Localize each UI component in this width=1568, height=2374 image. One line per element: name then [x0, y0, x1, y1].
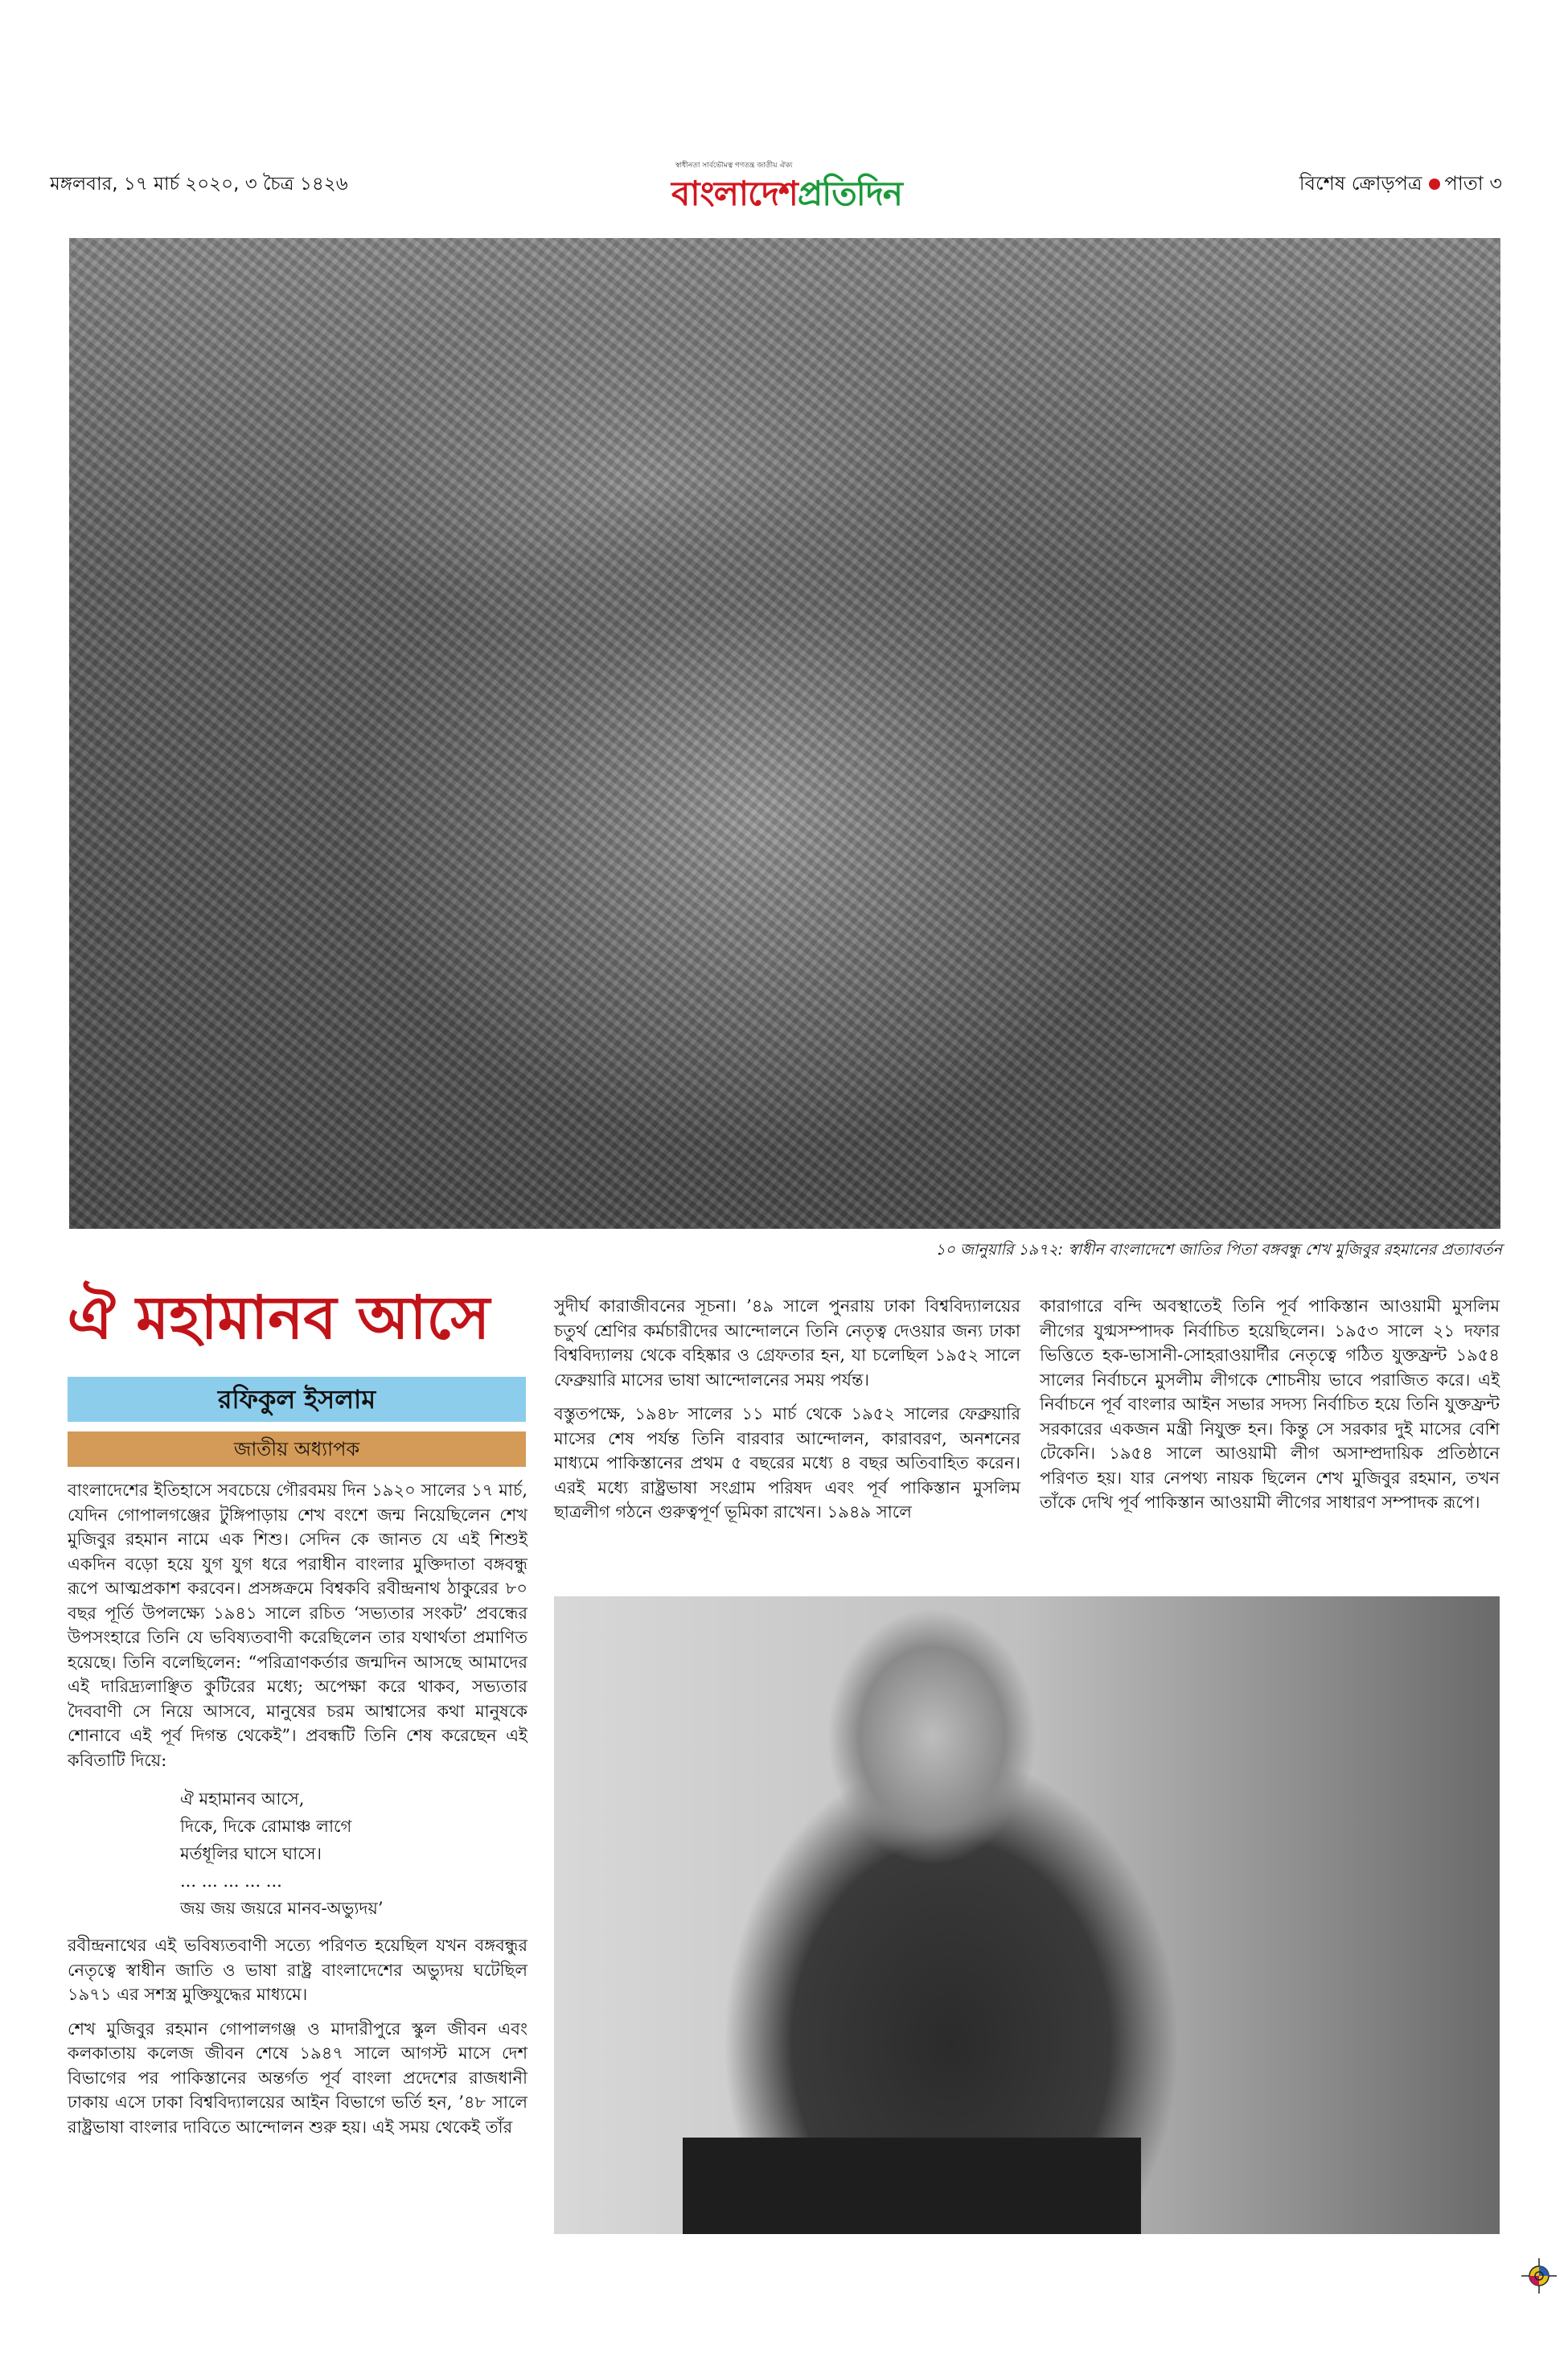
lectern-shape [683, 2138, 1141, 2234]
masthead-logo [671, 167, 902, 224]
poem-line: দিকে, দিকে রোমাঞ্চ লাগে [180, 1817, 352, 1836]
paragraph: রবীন্দ্রনাথের এই ভবিষ্যতবাণী সত্যে পরিণত হয়েছিল যখন বঙ্গবন্ধুর নেতৃত্বে স্বাধীন জাতি ও ভাষা রাষ্ট্র বাংলাদেশের অভ্যুদয় ঘটেছিল ১৯৭১ এর সশস্ত্র মুক্তিযুদ্ধের মাধ্যমে। [68, 1936, 527, 2004]
paragraph: কারাগারে বন্দি অবস্থাতেই তিনি পূর্ব পাকিস্তান আওয়ামী মুসলিম লীগের যুগ্মসম্পাদক নির্বাচিত হয়েছিলেন। ১৯৫৩ সালে ২১ দফার ভিত্তিতে হক-ভাসানী-সোহরাওয়ার্দীর নেতৃত্বে গঠিত যুক্তফ্রন্ট ১৯৫৪ সালের নির্বাচনে মুসলীম লীগকে শোচনীয় ভাবে পরাজিত করে। এই নির্বাচনে পূর্ব বাংলার আইন সভার সদস্য নির্বাচিত হয়ে তিনি যুক্তফ্রন্ট সরকারের একজন মন্ত্রী নিযুক্ত হন। কিন্তু সে সরকার দুই মাসের বেশি টেকেনি। ১৯৫৪ সালে আওয়ামী লীগ অসাম্প্রদায়িক প্রতিষ্ঠানে পরিণত হয়। যার নেপথ্য নায়ক ছিলেন শেখ মুজিবুর রহমান, তখন তাঁকে দেখি পূর্ব পাকিস্তান আওয়ামী লীগের সাধারণ সম্পাদক রূপে। [1040, 1296, 1500, 1512]
masthead-part2: প্রতিদিন [797, 174, 902, 213]
section-page-label [1299, 169, 1502, 201]
poem-line: ... ... ... ... ... [180, 1871, 282, 1891]
author-role: জাতীয় অধ্যাপক [68, 1431, 526, 1467]
paragraph: সুদীর্ঘ কারাজীবনের সূচনা। ’৪৯ সালে পুনরায় ঢাকা বিশ্ববিদ্যালয়ের চতুর্থ শ্রেণির কর্মচারীদের আন্দোলনে তিনি নেতৃত্ব দেওয়ার জন্য ঢাকা বিশ্ববিদ্যালয় থেকে বহিষ্কার ও গ্রেফতার হন, যা চলেছিল ১৯৫২ সালে ফেব্রুয়ারি মাসের ভাষা আন্দোলনের সময় পর্যন্ত। [554, 1296, 1020, 1390]
paragraph: শেখ মুজিবুর রহমান গোপালগঞ্জ ও মাদারীপুরে স্কুল জীবন এবং কলকাতায় কলেজ জীবন শেষে ১৯৪৭ সালে আগস্ট মাসে দেশ বিভাগের পর পাকিস্তানের অন্তর্গত পূর্ব বাংলা প্রদেশের রাজধানী ঢাকায় এসে ঢাকা বিশ্ববিদ্যালয়ের আইন বিভাগে ভর্তি হন, ’৪৮ সালে রাষ্ট্রভাষা বাংলার দাবিতে আন্দোলন শুরু হয়। এই সময় থেকেই তাঁর [68, 2019, 527, 2137]
paragraph: বস্তুতপক্ষে, ১৯৪৮ সালের ১১ মার্চ থেকে ১৯৫২ সালের ফেব্রুয়ারি মাসের শেষ পর্যন্ত তিনি বারবার আন্দোলন, কারাবরণ, অনশনের মাধ্যমে পাকিস্তানের প্রথম ৫ বছরের মধ্যে ৪ বছর অতিবাহিত করেন। এরই মধ্যে রাষ্ট্রভাষা সংগ্রাম পরিষদ এবং পূর্ব পাকিস্তান মুসলিম ছাত্রলীগ গঠনে গুরুত্বপূর্ণ ভূমিকা রাখেন। ১৯৪৯ সালে [554, 1404, 1020, 1522]
poem-line: মর্তধূলির ঘাসে ঘাসে। [180, 1844, 322, 1863]
newspaper-masthead [671, 159, 902, 216]
author-name: রফিকুল ইসলাম [68, 1377, 526, 1422]
article-column-3 [1040, 1294, 1500, 1525]
poem-quote [180, 1785, 527, 1922]
masthead-part1: বাংলাদেশ [671, 174, 798, 213]
article-column-1 [68, 1478, 527, 2149]
article-headline: ঐ মহামানব আসে [68, 1284, 491, 1353]
masthead-tagline: স্বাধীনতা সার্বভৌমত্ব গণতন্ত্র জাতীয় ঐক্য [675, 162, 793, 170]
speech-portrait-photo [554, 1596, 1500, 2234]
homecoming-crowd-photo [69, 238, 1500, 1229]
bullet-dot-icon [1429, 179, 1440, 190]
section-name: বিশেষ ক্রোড়পত্র [1299, 172, 1422, 195]
article-column-2 [554, 1294, 1020, 1534]
issue-date: মঙ্গলবার, ১৭ মার্চ ২০২০, ৩ চৈত্র ১৪২৬ [50, 174, 348, 195]
paragraph: বাংলাদেশের ইতিহাসে সবচেয়ে গৌরবময় দিন ১৯২০ সালের ১৭ মার্চ, যেদিন গোপালগঞ্জের টুঙ্গিপাড়ায় শেখ বংশে জন্ম নিয়েছিলেন শেখ মুজিবুর রহমান নামে এক শিশু। সেদিন কে জানত যে এই শিশুই একদিন বড়ো হয়ে যুগ যুগ ধরে পরাধীন বাংলার মুক্তিদাতা বঙ্গবন্ধু রূপে আত্মপ্রকাশ করবেন। প্রসঙ্গক্রমে বিশ্বকবি রবীন্দ্রনাথ ঠাকুরের ৮০ বছর পূর্তি উপলক্ষ্যে ১৯৪১ সালে রচিত ‘সভ্যতার সংকট’ প্রবন্ধের উপসংহারে তিনি যে ভবিষ্যতবাণী করেছিলেন তার যথার্থতা প্রমাণিত হয়েছে। তিনি বলেছিলেন: “পরিত্রাণকর্তার জন্মদিন আসছে আমাদের এই দারিদ্র্যলাঞ্ছিত কুটিরের মধ্যে; অপেক্ষা করে থাকব, সভ্যতার দৈববাণী সে নিয়ে আসবে, মানুষের চরম আশ্বাসের কথা মানুষকে শোনাবে এই পূর্ব দিগন্ত থেকেই”। প্রবন্ধটি তিনি শেষ করেছেন এই কবিতাটি দিয়ে: [68, 1481, 527, 1770]
poem-line: জয় জয় জয়রে মানব-অভ্যুদয়’ [180, 1899, 384, 1918]
photo-caption: ১০ জানুয়ারি ১৯৭২: স্বাধীন বাংলাদেশে জাতির পিতা বঙ্গবন্ধু শেখ মুজিবুর রহমানের প্রত্যাবর্তন [935, 1241, 1502, 1259]
page-number: পাতা ৩ [1444, 172, 1502, 195]
registration-mark-icon [1521, 2258, 1557, 2294]
poem-line: ঐ মহামানব আসে, [180, 1789, 305, 1809]
